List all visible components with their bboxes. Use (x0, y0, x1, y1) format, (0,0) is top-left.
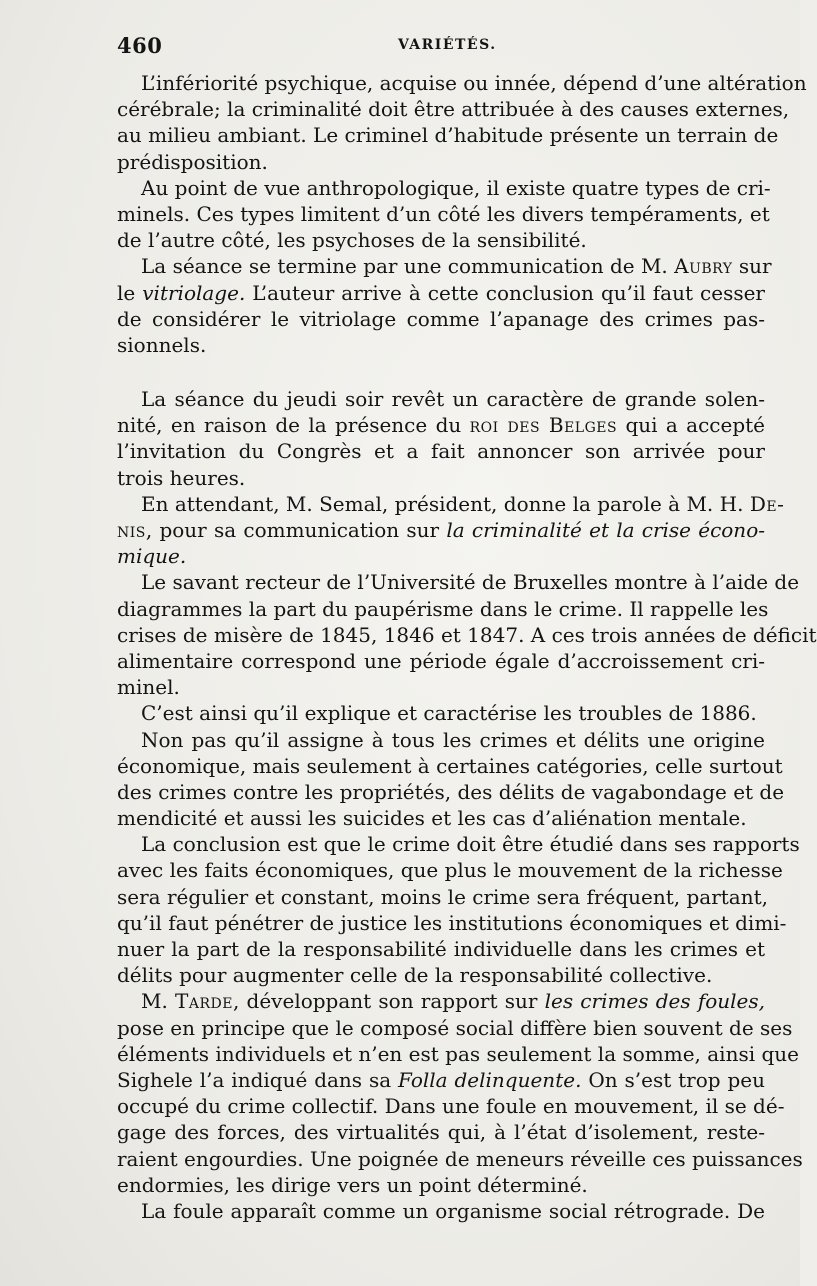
text-line: pose en principe que le composé social diffère bien souvent de ses (117, 1015, 793, 1040)
text-line: La séance du jeudi soir revêt un caractère de grande solen- (141, 387, 765, 412)
text-line: alimentaire correspond une période égale d’accroissement cri- (117, 648, 765, 673)
text-line: La séance se termine par une communication de M. Aubry sur (141, 254, 772, 279)
italic-text: la criminalité et la crise écono- (446, 518, 765, 542)
text-line: occupé du crime collectif. Dans une foule en mouvement, il se dé- (117, 1094, 785, 1119)
text-line: Sighele l’a indiqué dans sa Folla delinquente. On s’est trop peu (117, 1067, 766, 1092)
running-title: VARIÉTÉS. (398, 37, 497, 53)
page-header (117, 33, 765, 59)
text-line: au milieu ambiant. Le criminel d’habitude présente un terrain de (117, 123, 779, 148)
text-line: sera régulier et constant, moins le crime sera fréquent, partant, (117, 884, 769, 909)
text-line: minel. (117, 675, 180, 700)
text-line: Le savant recteur de l’Université de Bruxelles montre à l’aide de (141, 570, 800, 595)
text-line: Non pas qu’il assigne à tous les crimes et délits une origine (141, 727, 765, 752)
text-line: La foule apparaît comme un organisme social rétrograde. De (141, 1198, 765, 1223)
text-line: minels. Ces types limitent d’un côté les divers tempéraments, et (117, 201, 770, 226)
text-line: trois heures. (117, 465, 246, 490)
text-line: nité, en raison de la présence du roi des Belges qui a accepté (117, 413, 765, 438)
text-line: de l’autre côté, les psychoses de la sensibilité. (117, 228, 587, 253)
page-number: 460 (117, 33, 163, 58)
small-caps-text: De- (749, 491, 785, 516)
text-line: nis, pour sa communication sur la criminalité et la crise écono- (117, 518, 765, 542)
text-line: L’infériorité psychique, acquise ou innée, dépend d’une altération (141, 71, 807, 95)
text-line: crises de misère de 1845, 1846 et 1847. A ces trois années de déficit (117, 622, 817, 647)
text-line: l’invitation du Congrès et a fait annoncer son arrivée pour (117, 439, 765, 464)
italic-text: vitriolage. (142, 280, 246, 305)
text-line: le vitriolage. L’auteur arrive à cette conclusion qu’il faut cesser (117, 280, 765, 305)
text-line: qu’il faut pénétrer de justice les institutions économiques et dimi- (117, 910, 787, 935)
text-line (117, 543, 765, 569)
text-line: diagrammes la part du paupérisme dans le crime. Il rappelle les (117, 596, 769, 621)
text-line: éléments individuels et n’en est pas seulement la somme, ainsi que (117, 1041, 799, 1066)
text-line: avec les faits économiques, que plus le mouvement de la richesse (117, 858, 783, 883)
text-line: La conclusion est que le crime doit être étudié dans ses rapports (141, 832, 800, 857)
text-line: M. Tarde, développant son rapport sur les crimes des foules, (141, 989, 766, 1014)
text-line: endormies, les dirige vers un point déterminé. (117, 1172, 588, 1197)
paragraph-gap (117, 358, 765, 386)
text-line: délits pour augmenter celle de la responsabilité collective. (117, 963, 713, 988)
italic-text: les crimes des foules, (544, 989, 766, 1014)
text-line: raient engourdies. Une poignée de meneurs réveille ces puissances (117, 1146, 803, 1171)
body-text (117, 70, 817, 1224)
text-line: économique, mais seulement à certaines catégories, celle surtout (117, 753, 783, 778)
text-line: Au point de vue anthropologique, il existe quatre types de cri- (141, 175, 771, 200)
small-caps-text: Tarde (175, 989, 233, 1014)
italic-text: Folla delinquente. (398, 1067, 582, 1092)
text-line: de considérer le vitriolage comme l’apanage des crimes pas- (117, 306, 765, 331)
small-caps-text: nis (117, 518, 146, 542)
text-line: mendicité et aussi les suicides et les cas d’aliénation mentale. (117, 806, 747, 831)
text-line: cérébrale; la criminalité doit être attribuée à des causes externes, (117, 97, 790, 122)
text-line: gage des forces, des virtualités qui, à l’état d’isolement, reste- (117, 1120, 765, 1145)
text-line: En attendant, M. Semal, président, donne la parole à M. H. De- (141, 491, 785, 516)
text-line: C’est ainsi qu’il explique et caractérise les troubles de 1886. (141, 701, 757, 726)
italic-text: mique. (117, 544, 187, 569)
small-caps-text: Aubry (674, 254, 733, 279)
text-line: nuer la part de la responsabilité individuelle dans les crimes et (117, 937, 765, 961)
text-line: sionnels. (117, 332, 207, 357)
text-line: prédisposition. (117, 149, 268, 174)
text-line: des crimes contre les propriétés, des délits de vagabondage et de (117, 779, 785, 804)
small-caps-text: roi des Belges (469, 413, 618, 438)
